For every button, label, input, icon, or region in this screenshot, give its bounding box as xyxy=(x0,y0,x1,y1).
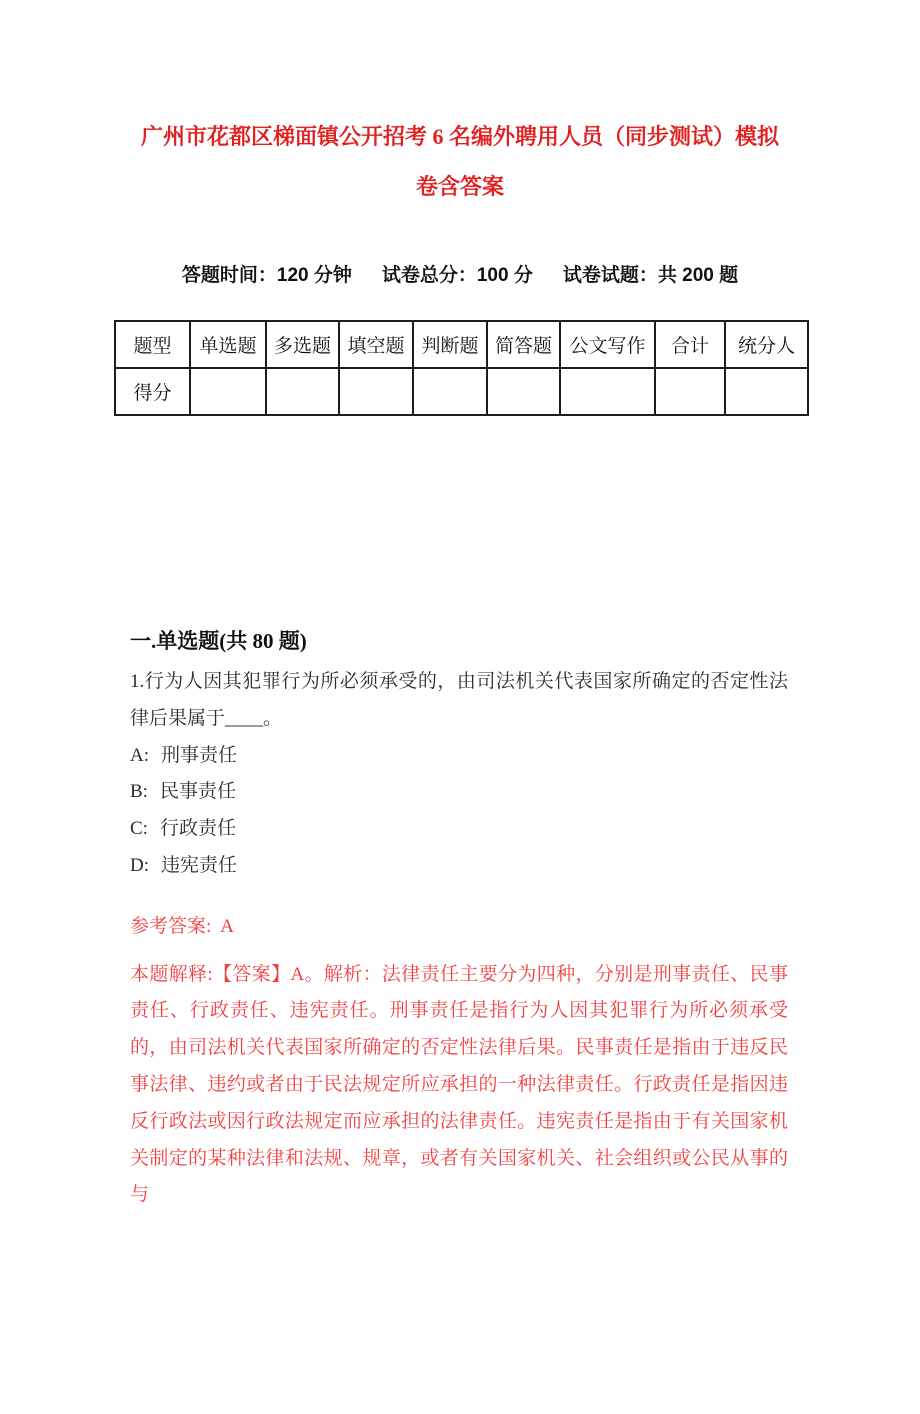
option-d-text: 违宪责任 xyxy=(161,854,238,876)
question-section xyxy=(130,626,788,1214)
reference-answer-value: A xyxy=(220,915,235,937)
score-cell-empty xyxy=(487,368,560,415)
exam-question-count: 试卷试题：共 200 题 xyxy=(562,265,739,286)
option-c-label: C: xyxy=(130,818,148,840)
exam-info-bar xyxy=(0,261,920,291)
exam-total-score: 试卷总分：100 分 xyxy=(381,265,533,286)
col-short-answer: 简答题 xyxy=(487,321,560,368)
option-a-label: A: xyxy=(130,744,149,766)
option-d xyxy=(130,848,788,885)
option-b-text: 民事责任 xyxy=(159,781,236,803)
title-line-2: 卷含答案 xyxy=(415,174,504,199)
score-cell-empty xyxy=(655,368,725,415)
option-c-text: 行政责任 xyxy=(159,818,236,840)
option-c xyxy=(130,811,788,848)
score-row-label: 得分 xyxy=(115,368,190,415)
col-question-type: 题型 xyxy=(115,321,190,368)
exam-time: 答题时间：120 分钟 xyxy=(181,265,352,286)
score-cell-empty xyxy=(339,368,413,415)
col-true-false: 判断题 xyxy=(413,321,487,368)
question-1-text: 1.行为人因其犯罪行为所必须承受的，由司法机关代表国家所确定的否定性法律后果属于____。 xyxy=(130,671,788,729)
option-b-label: B: xyxy=(130,781,148,803)
section-heading: 一.单选题(共 80 题) xyxy=(130,629,307,653)
col-score-counter: 统分人 xyxy=(725,321,808,368)
col-total: 合计 xyxy=(655,321,725,368)
document-page xyxy=(0,112,920,1214)
col-official-writing: 公文写作 xyxy=(560,321,655,368)
option-a xyxy=(130,738,788,775)
score-cell-empty xyxy=(725,368,808,415)
score-cell-empty xyxy=(560,368,655,415)
col-multi-choice: 多选题 xyxy=(266,321,339,368)
score-cell-empty xyxy=(190,368,266,415)
answer-explanation: 本题解释:【答案】A。解析：法律责任主要分为四种，分别是刑事责任、民事责任、行政责任、违宪责任。刑事责任是指行为人因其犯罪行为所必须承受的，由司法机关代表国家所确定的否定性法律后果。民事责任是指由于违反民事法律、违约或者由于民法规定所应承担的一种法律责任。行政责任是指因违反行政法或因行政法规定而应承担的法律责任。违宪责任是指由于有关国家机关制定的某种法律和法规、规章，或者有关国家机关、社会组织或公民从事的与 xyxy=(130,963,788,1206)
score-table xyxy=(114,320,809,416)
title-line-1: 广州市花都区梯面镇公开招考 6 名编外聘用人员（同步测试）模拟 xyxy=(140,124,779,149)
score-cell-empty xyxy=(266,368,339,415)
col-single-choice: 单选题 xyxy=(190,321,266,368)
score-table-score-row xyxy=(115,368,808,415)
reference-answer xyxy=(130,909,788,946)
document-title xyxy=(135,112,785,212)
score-table-header-row xyxy=(115,321,808,368)
score-cell-empty xyxy=(413,368,487,415)
reference-answer-label: 参考答案: xyxy=(130,915,212,937)
col-fill-blank: 填空题 xyxy=(339,321,413,368)
option-d-label: D: xyxy=(130,854,149,876)
option-b xyxy=(130,774,788,811)
option-a-text: 刑事责任 xyxy=(161,744,238,766)
options-list xyxy=(130,738,788,885)
